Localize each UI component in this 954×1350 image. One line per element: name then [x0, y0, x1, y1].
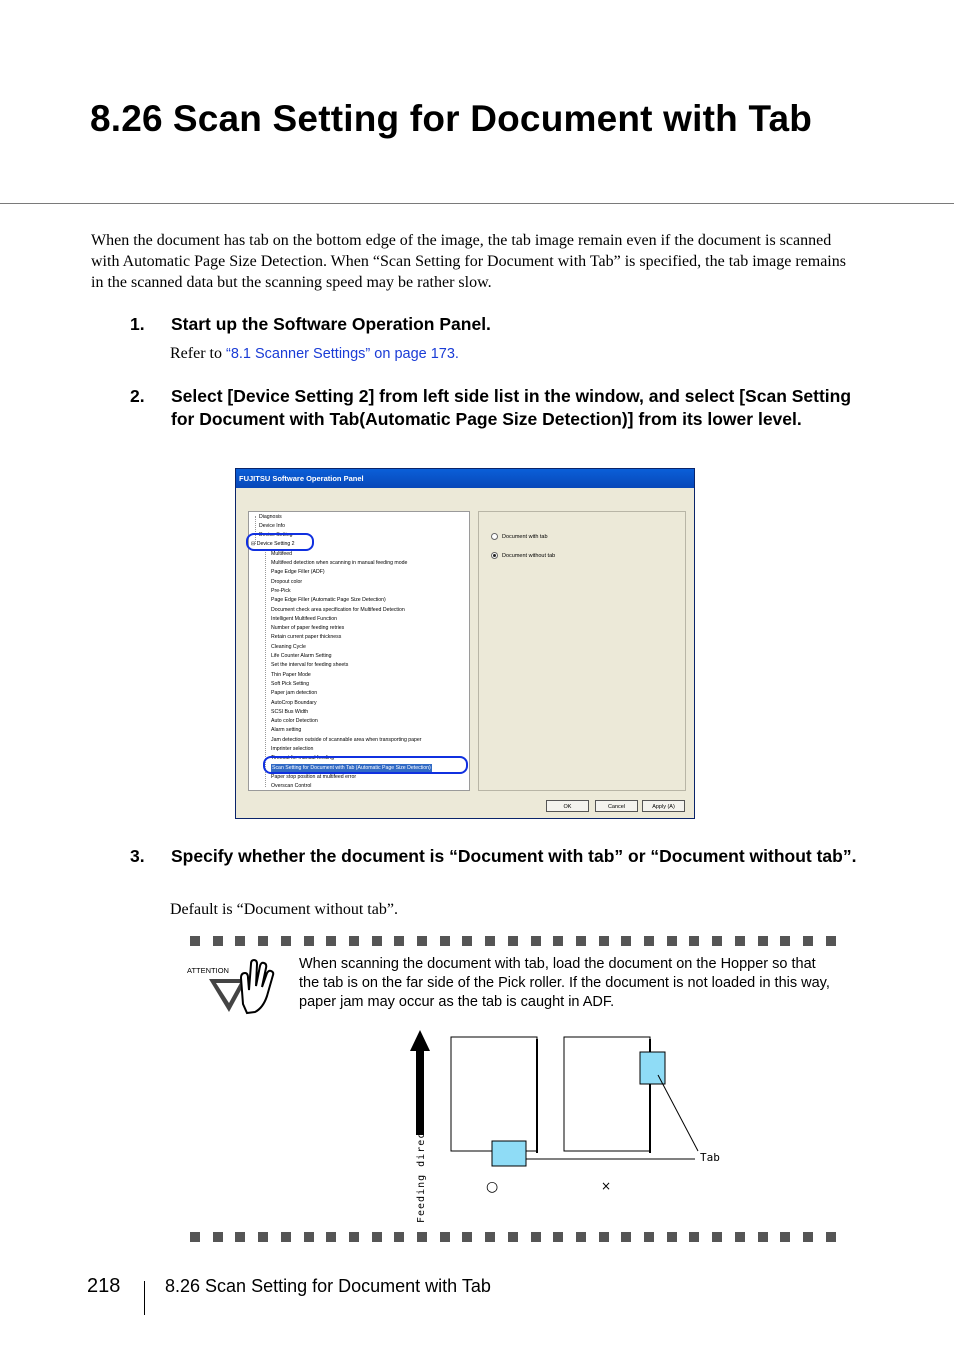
tree-item[interactable]: Diagnosis [259, 513, 282, 520]
border-dot [258, 936, 268, 946]
border-dot [440, 1232, 450, 1242]
tree-item[interactable]: Life Counter Alarm Setting [271, 653, 332, 659]
tab-correct [492, 1141, 526, 1166]
document-correct [451, 1037, 537, 1151]
step-1 [130, 313, 870, 337]
tree-item[interactable]: Paper jam detection [271, 690, 318, 697]
tree-item[interactable]: AutoCrop Boundary [271, 699, 317, 706]
border-dot [190, 1232, 200, 1242]
cancel-button[interactable]: Cancel [595, 800, 638, 812]
border-dot [440, 936, 450, 946]
border-dot [394, 936, 404, 946]
border-dot [667, 936, 677, 946]
footer-divider [144, 1281, 145, 1315]
tree-connector [265, 550, 266, 788]
border-dot [712, 1232, 722, 1242]
border-dot [508, 1232, 518, 1242]
step-2 [130, 385, 870, 455]
border-dot [780, 1232, 790, 1242]
tree-item[interactable]: Document check area specification for Multifeed Detection [271, 606, 405, 613]
note-prefix: Refer to [170, 345, 226, 362]
border-dot [712, 936, 722, 946]
border-dot [417, 936, 427, 946]
border-dot [462, 1232, 472, 1242]
tree-item[interactable]: Soft Pick Setting [271, 680, 310, 687]
border-dot [826, 1232, 836, 1242]
border-dot [599, 936, 609, 946]
radio-circle-icon [491, 533, 498, 540]
software-operation-panel-window [235, 468, 695, 819]
wrong-mark: × [601, 1179, 612, 1193]
options-panel [478, 511, 686, 791]
tab-label: Tab [700, 1151, 720, 1164]
border-dot [553, 936, 563, 946]
tree-item[interactable]: Page Edge Filler (ADF) [271, 569, 325, 576]
border-dot [644, 1232, 654, 1242]
border-dot [304, 1232, 314, 1242]
border-dot [281, 1232, 291, 1242]
border-dot [803, 936, 813, 946]
border-dot [758, 1232, 768, 1242]
highlight-device-setting-2 [246, 533, 314, 551]
settings-tree [248, 511, 470, 791]
border-dot [644, 936, 654, 946]
border-dot [417, 1232, 427, 1242]
border-dot [372, 1232, 382, 1242]
tree-item-label: Device Setting 2 [256, 541, 295, 548]
tree-item[interactable]: Overscan Control [271, 783, 312, 790]
tree-item[interactable]: Cleaning Cycle [271, 643, 306, 650]
border-dot [621, 1232, 631, 1242]
document-incorrect [564, 1037, 650, 1151]
apply-button[interactable]: Apply (A) [642, 800, 685, 812]
highlight-scan-setting-tab [263, 756, 468, 774]
tree-item[interactable]: Multifeed detection when scanning in manual feeding mode [271, 560, 408, 566]
collapse-icon[interactable]: ⊟ [251, 541, 257, 548]
tree-item[interactable]: Intelligent Multifeed Function [271, 615, 338, 622]
tree-item[interactable]: Device Info [259, 522, 285, 529]
tree-item[interactable]: Multifeed [271, 550, 293, 557]
attention-border-top [190, 936, 836, 946]
border-dot [621, 936, 631, 946]
border-dot [735, 936, 745, 946]
border-dot [689, 936, 699, 946]
step-3-note: Default is “Document without tab”. [170, 901, 398, 918]
tree-item[interactable]: Page Edge Filler (Automatic Page Size Detection) [271, 597, 386, 604]
section-number: 8.26 [90, 98, 163, 139]
border-dot [235, 936, 245, 946]
feeding-diagram [400, 1025, 740, 1230]
border-dot [667, 1232, 677, 1242]
border-dot [485, 1232, 495, 1242]
border-dot [826, 936, 836, 946]
border-dot [462, 936, 472, 946]
border-dot [281, 936, 291, 946]
radio-document-without-tab[interactable] [491, 552, 555, 559]
step-3 [130, 845, 870, 893]
border-dot [485, 936, 495, 946]
attention-border-bottom [190, 1232, 836, 1242]
note-suffix: . [454, 346, 459, 362]
border-dot [803, 1232, 813, 1242]
tree-item[interactable]: Thin Paper Mode [271, 671, 311, 678]
attention-text: When scanning the document with tab, load the document on the Hopper so that the tab is on the far side of the Pick roller. If the document is not loaded in this way, paper jam may occur as the tab is caught in ADF. [299, 956, 830, 1010]
feeding-direction-label: Feeding direction [416, 1103, 427, 1223]
border-dot [326, 936, 336, 946]
tree-item[interactable]: Pre-Pick [271, 587, 291, 594]
step-text: Specify whether the document is “Document with tab” or “Document without tab”. [171, 846, 857, 866]
window-title: FUJITSU Software Operation Panel [236, 469, 694, 488]
tree-item[interactable]: Paper stop position at multifeed error [271, 773, 357, 780]
radio-label: Document with tab [502, 533, 548, 540]
border-dot [780, 936, 790, 946]
step-number: 1. [130, 314, 145, 334]
step-text: Select [Device Setting 2] from left side list in the window, and select [Scan Setting for Document with Tab(Automatic Page Size Detection)] from its lower level. [171, 386, 852, 429]
tree-item[interactable]: Imprinter selection [271, 746, 314, 752]
border-dot [349, 1232, 359, 1242]
border-dot [349, 936, 359, 946]
intro-paragraph: When the document has tab on the bottom edge of the image, the tab image remain even if the document is scanned with Automatic Page Size Detection. When “Scan Setting for Document with Tab” is specified, the tab image remains in the scanned data but the scanning speed may be rather slow. [91, 232, 846, 291]
tree-item[interactable]: Scan Setting for Document with Tab (Automatic Page Size Detection) [271, 764, 432, 773]
tree-item[interactable]: Dropout color [271, 578, 303, 585]
border-dot [599, 1232, 609, 1242]
ok-button[interactable]: OK [546, 800, 589, 812]
reference-link[interactable]: “8.1 Scanner Settings” on page 173 [225, 346, 455, 362]
tree-item[interactable]: Device Setting [259, 532, 293, 539]
border-dot [508, 936, 518, 946]
heading-rule [0, 203, 954, 204]
radio-selected-icon [491, 552, 498, 559]
tree-item[interactable]: Alarm setting [271, 727, 302, 734]
border-dot [531, 1232, 541, 1242]
radio-document-with-tab[interactable] [491, 533, 548, 540]
footer-section-title: 8.26 Scan Setting for Document with Tab [165, 1276, 491, 1296]
border-dot [689, 1232, 699, 1242]
page-number: 218 [87, 1275, 121, 1297]
border-dot [553, 1232, 563, 1242]
tree-item[interactable]: Jam detection outside of scannable area when transporting paper [271, 736, 422, 743]
border-dot [735, 1232, 745, 1242]
tree-item[interactable]: Set the interval for feeding sheets [271, 662, 349, 669]
tab-incorrect [640, 1052, 665, 1084]
tree-item[interactable]: Auto color Detection [271, 718, 318, 725]
radio-label: Document without tab [502, 552, 556, 559]
section-title: Scan Setting for Document with Tab [172, 98, 813, 139]
step-1-note [170, 345, 459, 363]
border-dot [394, 1232, 404, 1242]
tree-item[interactable]: SCSI Bus Width [271, 708, 309, 715]
correct-mark: ○ [486, 1179, 499, 1195]
border-dot [258, 1232, 268, 1242]
section-heading [90, 98, 812, 140]
tree-item[interactable]: Timeout for manual feeding [271, 755, 334, 762]
tree-item[interactable]: Number of paper feeding retries [271, 625, 345, 632]
step-text: Start up the Software Operation Panel. [171, 314, 491, 334]
tree-item[interactable]: Retain current paper thickness [271, 634, 342, 641]
border-dot [304, 936, 314, 946]
step-number: 2. [130, 386, 145, 406]
border-dot [758, 936, 768, 946]
border-dot [372, 936, 382, 946]
border-dot [576, 936, 586, 946]
border-dot [531, 936, 541, 946]
border-dot [213, 936, 223, 946]
step-number: 3. [130, 846, 145, 866]
border-dot [190, 936, 200, 946]
attention-label: ATTENTION [187, 966, 229, 975]
border-dot [326, 1232, 336, 1242]
attention-hand-icon [185, 956, 280, 1018]
border-dot [235, 1232, 245, 1242]
border-dot [576, 1232, 586, 1242]
border-dot [213, 1232, 223, 1242]
